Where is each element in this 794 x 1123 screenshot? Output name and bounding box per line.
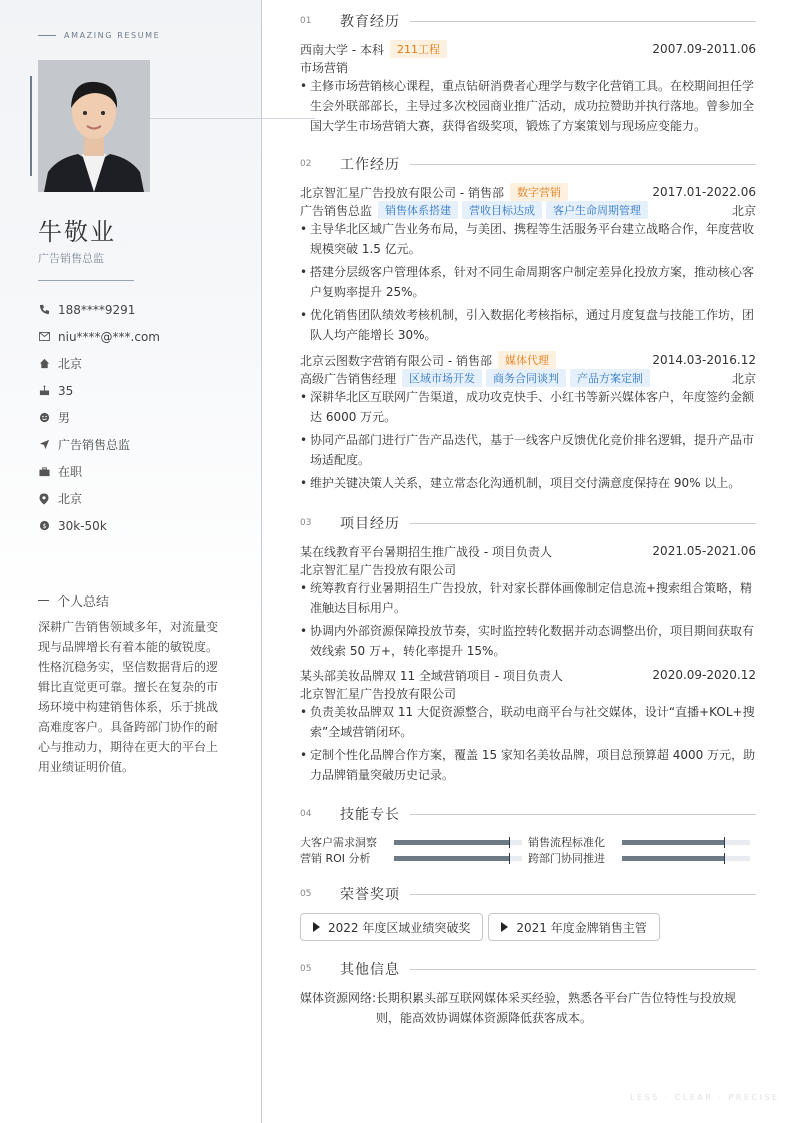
- skill-tag: 商务合同谈判: [486, 369, 566, 387]
- project-company: 北京智汇星广告投放有限公司: [300, 686, 457, 701]
- work-role: 广告销售总监: [300, 203, 373, 218]
- project-header: [300, 542, 756, 560]
- project-header: [300, 666, 756, 684]
- work-role-row: [300, 201, 756, 219]
- section-skills: [300, 804, 756, 824]
- skill-label: 销售流程标准化: [528, 836, 605, 849]
- education-date: 2007.09-2011.06: [652, 42, 756, 56]
- skill-fill: [622, 840, 724, 845]
- send-icon: [38, 439, 50, 451]
- coin-icon: [38, 520, 50, 532]
- work-city: 北京: [731, 371, 756, 386]
- work-company: 北京智汇星广告投放有限公司 - 销售部: [300, 185, 504, 200]
- section-rule: [410, 523, 756, 524]
- status-text: 在职: [58, 465, 83, 479]
- skills-grid: [300, 834, 756, 866]
- section-title: 项目经历: [340, 516, 400, 532]
- contact-info: [38, 296, 160, 539]
- section-rule: [410, 814, 756, 815]
- project-bullets: [300, 702, 756, 788]
- skill-tag: 产品方案定制: [570, 369, 650, 387]
- profile-photo: [38, 60, 150, 192]
- position-row: [38, 431, 160, 458]
- phone-icon: [38, 304, 50, 316]
- skill-item: [528, 834, 756, 850]
- work-bullet: • 优化销售团队绩效考核机制，引入数据化考核指标，通过月度复盘与技能工作坊，团队人均产能增长 30%。: [300, 305, 756, 345]
- section-other: [300, 959, 756, 979]
- section-number: 05: [300, 964, 312, 974]
- education-bullet: • 主修市场营销核心课程，重点钻研消费者心理学与数字化营销工具。在校期间担任学生会外联部部长，主导过多次校园商业推广活动，成功拉赞助并执行落地。曾参加全国大学生市场营销大赛，获得省级奖项，锻炼了方案策划与现场应变能力。: [300, 76, 756, 136]
- gender-text: 男: [58, 411, 71, 425]
- avatar-icon: [38, 60, 150, 192]
- project-bullets: [300, 578, 756, 664]
- award-label: 2021 年度金牌销售主管: [516, 920, 647, 935]
- email-row: [38, 323, 160, 350]
- project-bullet: • 协调内外部资源保障投放节奏，实时监控转化数据并动态调整出价，项目期间获取有效线索 50 万+，转化率提升 15%。: [300, 621, 756, 661]
- section-rule: [410, 894, 756, 895]
- section-rule: [410, 21, 756, 22]
- location-row: [38, 350, 160, 377]
- work-company: 北京云图数字营销有限公司 - 销售部: [300, 353, 492, 368]
- city-row: [38, 485, 160, 512]
- cake-icon: [38, 385, 50, 397]
- location-text: 北京: [58, 357, 83, 371]
- work-bullet: • 主导华北区域广告业务布局，与美团、携程等生活服务平台建立战略合作，年度营收规模突破 1.5 亿元。: [300, 219, 756, 259]
- age-row: [38, 377, 160, 404]
- project-name: 某头部美妆品牌双 11 全域营销项目 - 项目负责人: [300, 668, 563, 683]
- title-divider: [38, 280, 134, 281]
- smile-icon: [38, 412, 50, 424]
- profile-title: 广告销售总监: [38, 252, 104, 265]
- summary-heading-text: 个人总结: [57, 595, 110, 610]
- svg-text:$: $: [41, 521, 47, 530]
- skill-bar: [394, 840, 522, 845]
- section-number: 02: [300, 159, 312, 169]
- section-title: 技能专长: [340, 807, 400, 823]
- briefcase-icon: [38, 466, 50, 478]
- skill-item: [528, 850, 756, 866]
- work-bullet: • 搭建分层级客户管理体系，针对不同生命周期客户制定差异化投放方案，推动核心客户复购率提升 25%。: [300, 262, 756, 302]
- map-pin-icon: [38, 493, 50, 505]
- work-role-row: [300, 369, 756, 387]
- profile-name: 牛敬业: [38, 218, 116, 246]
- footer-tagline: LESS · CLEAR · PRECISE: [630, 1093, 780, 1102]
- section-rule: [410, 164, 756, 165]
- gender-row: [38, 404, 160, 431]
- skill-tag: 区域市场开发: [402, 369, 482, 387]
- skill-tag: 客户生命周期管理: [546, 201, 648, 219]
- section-number: 01: [300, 16, 312, 26]
- skill-label: 跨部门协同推进: [528, 852, 605, 865]
- phone-row: [38, 296, 160, 323]
- brand-text: AMAZING RESUME: [64, 31, 161, 40]
- work-city: 北京: [731, 203, 756, 218]
- skill-tag: 营收目标达成: [462, 201, 542, 219]
- work-header: [300, 351, 756, 369]
- section-education: [300, 11, 756, 31]
- project-bullet: • 定制个性化品牌合作方案，覆盖 15 家知名美妆品牌，项目总预算超 4000 万元，助力品牌销量突破历史记录。: [300, 745, 756, 785]
- skill-fill: [622, 856, 724, 861]
- skill-tag: 销售体系搭建: [378, 201, 458, 219]
- education-header: [300, 40, 756, 58]
- school-tag: 211工程: [390, 40, 447, 58]
- project-name: 某在线教育平台暑期招生推广战役 - 项目负责人: [300, 544, 552, 559]
- work-date: 2014.03-2016.12: [652, 353, 756, 367]
- skill-bar: [622, 840, 750, 845]
- education-bullets: [300, 76, 756, 139]
- section-title: 教育经历: [340, 14, 400, 30]
- salary-row: [38, 512, 160, 539]
- section-title: 荣誉奖项: [340, 887, 400, 903]
- awards-list: [300, 913, 660, 941]
- email-text: niu****@***.com: [58, 329, 160, 344]
- sidebar: [0, 0, 262, 1123]
- award-badge: [488, 913, 659, 941]
- school-name: 西南大学 - 本科: [300, 42, 384, 57]
- work-bullet: • 深耕华北区互联网广告渠道，成功攻克快手、小红书等新兴媒体客户，年度签约金额达 6000 万元。: [300, 387, 756, 427]
- section-work: [300, 154, 756, 174]
- section-rule: [410, 969, 756, 970]
- skill-label: 营销 ROI 分析: [300, 852, 371, 865]
- play-icon: [501, 922, 508, 932]
- work-bullets: [300, 219, 756, 348]
- skill-bar: [622, 856, 750, 861]
- photo-connector-line: [150, 118, 315, 119]
- skill-label: 大客户需求洞察: [300, 836, 377, 849]
- position-text: 广告销售总监: [58, 438, 131, 452]
- work-tag: 数字营销: [510, 183, 568, 201]
- summary-text: 深耕广告销售领域多年，对流量变现与品牌增长有着本能的敏锐度。性格沉稳务实，坚信数据背后的逻辑比直觉更可靠。擅长在复杂的市场环境中构建销售体系，乐于挑战高难度客户。具备跨部门协作的耐心与推动力，期待在更大的平台上用业绩证明价值。: [38, 620, 219, 774]
- project-company-row: [300, 560, 756, 578]
- award-label: 2022 年度区域业绩突破奖: [328, 920, 471, 935]
- project-date: 2020.09-2020.12: [652, 668, 756, 682]
- section-number: 05: [300, 889, 312, 899]
- play-icon: [313, 922, 320, 932]
- section-number: 04: [300, 809, 312, 819]
- project-company: 北京智汇星广告投放有限公司: [300, 562, 457, 577]
- age-text: 35: [58, 383, 74, 398]
- phone-text: 188****9291: [58, 302, 136, 317]
- photo-accent-bar: [30, 76, 32, 176]
- award-badge: [300, 913, 483, 941]
- brand: [38, 31, 160, 40]
- skill-fill: [394, 840, 509, 845]
- section-awards: [300, 884, 756, 904]
- other-info: [300, 988, 756, 1028]
- section-projects: [300, 513, 756, 533]
- other-value: 长期积累头部互联网媒体采买经验，熟悉各平台广告位特性与投放规则，能高效协调媒体资源降低获客成本。: [376, 991, 737, 1025]
- project-date: 2021.05-2021.06: [652, 544, 756, 558]
- work-header: [300, 183, 756, 201]
- project-bullet: • 负责美妆品牌双 11 大促资源整合，联动电商平台与社交媒体，设计“直播+KOL+搜索”全域营销闭环。: [300, 702, 756, 742]
- project-company-row: [300, 684, 756, 702]
- work-tag: 媒体代理: [498, 351, 556, 369]
- work-bullet: • 协同产品部门进行广告产品迭代，基于一线客户反馈优化竞价排名逻辑，提升产品市场适配度。: [300, 430, 756, 470]
- salary-text: 30k-50k: [58, 518, 107, 533]
- summary-heading: [38, 591, 109, 610]
- skill-item: [300, 834, 528, 850]
- work-bullets: [300, 387, 756, 496]
- work-role: 高级广告销售经理: [300, 371, 397, 386]
- status-row: [38, 458, 160, 485]
- section-title: 其他信息: [340, 962, 400, 978]
- summary-dash: [38, 600, 49, 601]
- work-bullet: • 维护关键决策人关系，建立常态化沟通机制，项目交付满意度保持在 90% 以上。: [300, 473, 756, 493]
- section-number: 03: [300, 518, 312, 528]
- education-major: 市场营销: [300, 60, 349, 75]
- mail-icon: [38, 331, 50, 343]
- home-icon: [38, 358, 50, 370]
- skill-bar: [394, 856, 522, 861]
- city-text: 北京: [58, 492, 83, 506]
- section-title: 工作经历: [340, 157, 400, 173]
- skill-item: [300, 850, 528, 866]
- project-bullet: • 统筹教育行业暑期招生广告投放，针对家长群体画像制定信息流+搜索组合策略，精准触达目标用户。: [300, 578, 756, 618]
- work-date: 2017.01-2022.06: [652, 185, 756, 199]
- other-key: 媒体资源网络:: [300, 991, 377, 1005]
- education-major-row: [300, 58, 756, 76]
- brand-line: [38, 35, 56, 36]
- skill-fill: [394, 856, 509, 861]
